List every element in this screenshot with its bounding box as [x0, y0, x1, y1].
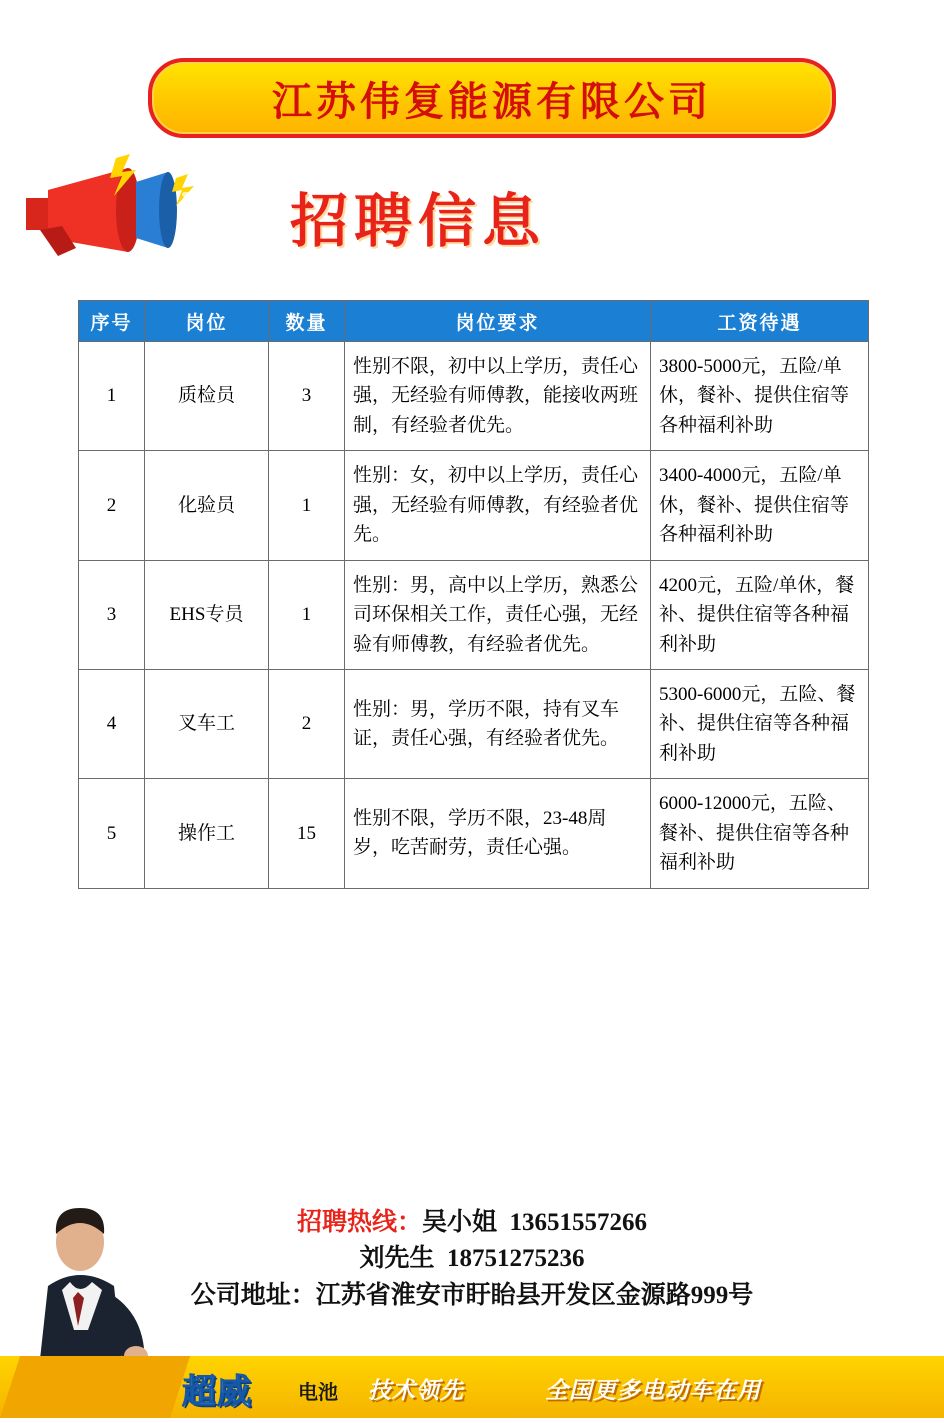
cell-requirements: 性别：女，初中以上学历，责任心强，无经验有师傅教，有经验者优先。 [345, 451, 651, 560]
cell-position: EHS专员 [145, 560, 269, 669]
cell-index: 2 [79, 451, 145, 560]
cell-count: 15 [269, 779, 345, 888]
cell-requirements: 性别：男，学历不限，持有叉车证，责任心强，有经验者优先。 [345, 669, 651, 778]
cell-count: 1 [269, 451, 345, 560]
column-header-position: 岗位 [145, 301, 269, 342]
headline-wrap [290, 176, 710, 256]
cell-index: 3 [79, 560, 145, 669]
contact-phone-2: 18751275236 [447, 1245, 585, 1273]
column-header-index: 序号 [79, 301, 145, 342]
cell-index: 4 [79, 669, 145, 778]
contact-line-address [0, 1278, 944, 1314]
table-row [79, 342, 869, 451]
page-title: 招聘信息 [290, 189, 547, 254]
company-title-banner [148, 58, 836, 138]
brand-name: 超威 [182, 1374, 252, 1411]
company-address: 江苏省淮安市盱眙县开发区金源路999号 [315, 1281, 754, 1309]
company-title: 江苏伟复能源有限公司 [272, 78, 712, 124]
footer-stripe [0, 1356, 190, 1418]
cell-requirements: 性别：男，高中以上学历，熟悉公司环保相关工作，责任心强，无经验有师傅教，有经验者优先。 [345, 560, 651, 669]
cell-requirements: 性别不限，学历不限，23-48周岁，吃苦耐劳，责任心强。 [345, 779, 651, 888]
contact-person-2: 刘先生 [359, 1245, 435, 1273]
contact-line-1 [0, 1205, 944, 1241]
cell-requirements: 性别不限，初中以上学历，责任心强，无经验有师傅教，能接收两班制，有经验者优先。 [345, 342, 651, 451]
contact-person-1: 吴小姐 [422, 1209, 498, 1236]
cell-count: 2 [269, 669, 345, 778]
cell-count: 1 [269, 560, 345, 669]
cell-position: 叉车工 [145, 669, 269, 778]
cell-index: 1 [79, 342, 145, 451]
table-row [79, 560, 869, 669]
contact-line-2 [0, 1241, 944, 1277]
footer-brand-bar [0, 1356, 944, 1418]
jobs-table-wrap [78, 300, 868, 889]
cell-position: 操作工 [145, 779, 269, 888]
footer-slogan-2: 全国更多电动车在用 [545, 1378, 761, 1403]
cell-count: 3 [269, 342, 345, 451]
megaphone-icon [18, 152, 238, 262]
cell-position: 质检员 [145, 342, 269, 451]
cell-index: 5 [79, 779, 145, 888]
contact-block [0, 1205, 944, 1314]
column-header-salary: 工资待遇 [651, 301, 869, 342]
address-label: 公司地址： [190, 1281, 316, 1309]
cell-position: 化验员 [145, 451, 269, 560]
cell-salary: 4200元，五险/单休，餐补、提供住宿等各种福利补助 [651, 560, 869, 669]
jobs-table [78, 300, 869, 889]
cell-salary: 6000-12000元，五险、餐补、提供住宿等各种福利补助 [651, 779, 869, 888]
cell-salary: 3800-5000元，五险/单休，餐补、提供住宿等各种福利补助 [651, 342, 869, 451]
cell-salary: 3400-4000元，五险/单休，餐补、提供住宿等各种福利补助 [651, 451, 869, 560]
contact-phone-1: 13651557266 [509, 1209, 648, 1236]
table-row [79, 779, 869, 888]
cell-salary: 5300-6000元，五险、餐补、提供住宿等各种福利补助 [651, 669, 869, 778]
column-header-requirements: 岗位要求 [345, 301, 651, 342]
table-header-row [79, 301, 869, 342]
hotline-label: 招聘热线： [296, 1209, 422, 1236]
column-header-count: 数量 [269, 301, 345, 342]
brand-subtitle: 电池 [298, 1382, 338, 1404]
table-row [79, 451, 869, 560]
table-row [79, 669, 869, 778]
footer-slogan-1: 技术领先 [368, 1378, 464, 1403]
